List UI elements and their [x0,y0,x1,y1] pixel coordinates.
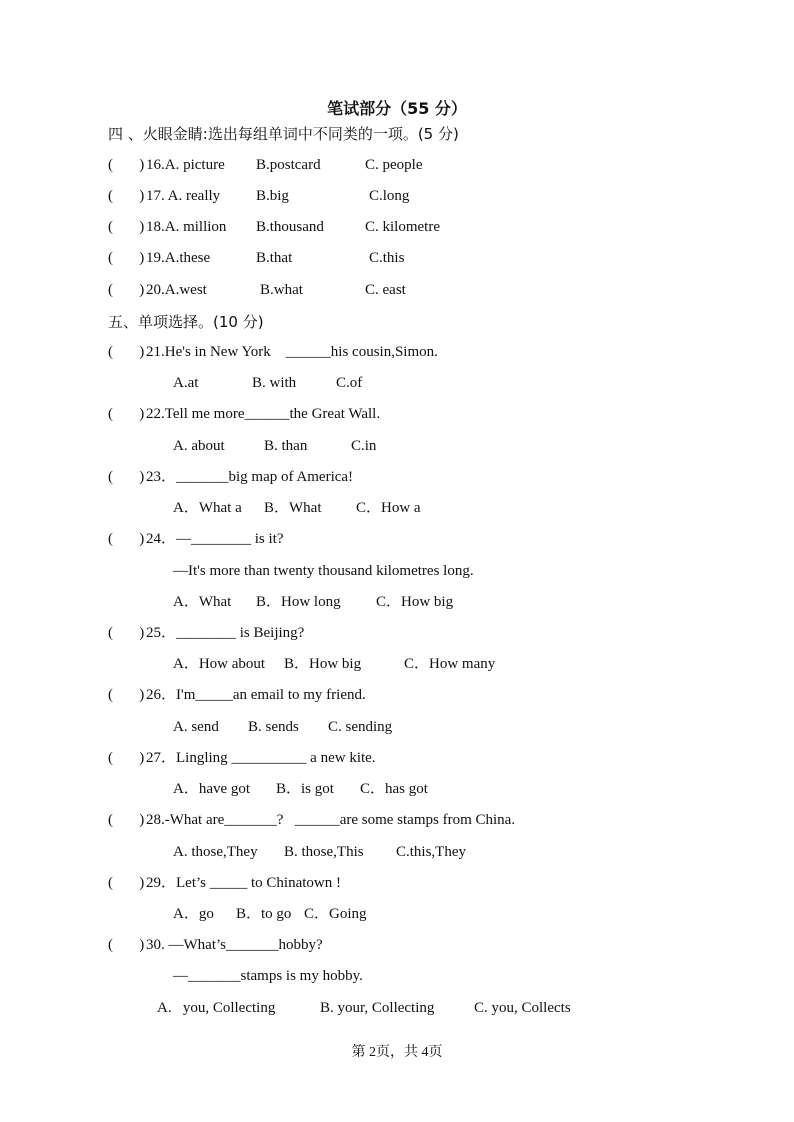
answer-bracket[interactable]: ( ) [108,625,145,641]
item-stem: 18.A. million [146,219,227,235]
option-b: B. your, Collecting [320,1000,435,1016]
option-a: A. about [173,438,225,454]
option-b: B. with [252,375,297,391]
option-a: A.at [173,375,199,391]
answer-bracket[interactable]: ( ) [108,406,145,422]
option-b: B.thousand [256,219,324,235]
option-c: C. people [365,157,423,173]
option-b: B.what [260,282,303,298]
item-stem: 19.A.these [146,250,211,266]
option-a: A. those,They [173,844,258,860]
question-text: 29．Let’s _____ to Chinatown ! [146,875,341,891]
option-b: B．How long [256,594,341,610]
option-b: B.big [256,188,289,204]
option-c: C．has got [360,781,428,797]
answer-bracket[interactable]: ( ) [108,282,145,298]
answer-bracket[interactable]: ( ) [108,750,145,766]
option-c: C. you, Collects [474,1000,571,1016]
option-b: B.that [256,250,293,266]
option-a: A．have got [173,781,251,797]
option-b: B．What [264,500,322,516]
question-text: 24．—________ is it? [146,531,284,547]
option-a: A．go [173,906,214,922]
question-text: 27．Lingling __________ a new kite. [146,750,376,766]
answer-text: —_______stamps is my hobby. [173,968,363,984]
option-b: B．to go [236,906,292,922]
page-footer: 第 2页，共 4页 [351,1045,443,1060]
item-stem: 20.A.west [146,282,207,298]
answer-bracket[interactable]: ( ) [108,531,145,547]
question-text: 30. —What’s_______hobby? [146,937,323,953]
option-c: C. kilometre [365,219,440,235]
option-c: C．How many [404,656,496,672]
option-c: C.this [369,250,405,266]
option-b: B.postcard [256,157,321,173]
option-a: A．What [173,594,232,610]
answer-bracket[interactable]: ( ) [108,344,145,360]
option-b: B．is got [276,781,334,797]
question-text: 28.-What are_______? ______are some stamps from China. [146,812,516,828]
question-text: 25．________ is Beijing? [146,625,305,641]
option-a: A．How about [173,656,266,672]
question-text: 26．I'm_____an email to my friend. [146,687,366,703]
option-c: C. east [365,282,406,298]
answer-bracket[interactable]: ( ) [108,812,145,828]
option-b: B．How big [284,656,362,672]
option-a: A. send [173,719,219,735]
answer-bracket[interactable]: ( ) [108,469,145,485]
option-c: C.of [336,375,363,391]
answer-bracket[interactable]: ( ) [108,875,145,891]
answer-bracket[interactable]: ( ) [108,188,145,204]
question-text: 23．_______big map of America! [146,469,354,485]
option-b: B. sends [248,719,299,735]
option-c: C.this,They [396,844,466,860]
section-4-heading: 四 、火眼金睛:选出每组单词中不同类的一项。(5 分) [108,125,459,143]
question-text: 22.Tell me more______the Great Wall. [146,406,381,422]
option-c: C．How a [356,500,421,516]
answer-bracket[interactable]: ( ) [108,250,145,266]
page-title: 笔试部分（55 分） [327,99,467,118]
answer-bracket[interactable]: ( ) [108,937,145,953]
answer-bracket[interactable]: ( ) [108,687,145,703]
answer-bracket[interactable]: ( ) [108,219,145,235]
item-stem: 16.A. picture [146,157,225,173]
question-text: 21.He's in New York ______his cousin,Simon. [146,344,438,360]
option-c: C．Going [304,906,367,922]
option-b: B. those,This [284,844,364,860]
item-stem: 17. A. really [146,188,221,204]
option-c: C.long [369,188,410,204]
option-b: B. than [264,438,308,454]
option-a: A. you, Collecting [157,1000,276,1016]
option-a: A．What a [173,500,242,516]
section-5-heading: 五、单项选择。(10 分) [108,313,264,331]
option-c: C. sending [328,719,393,735]
option-c: C.in [351,438,377,454]
option-c: C．How big [376,594,454,610]
answer-bracket[interactable]: ( ) [108,157,145,173]
answer-text: —It's more than twenty thousand kilometres long. [173,563,474,579]
